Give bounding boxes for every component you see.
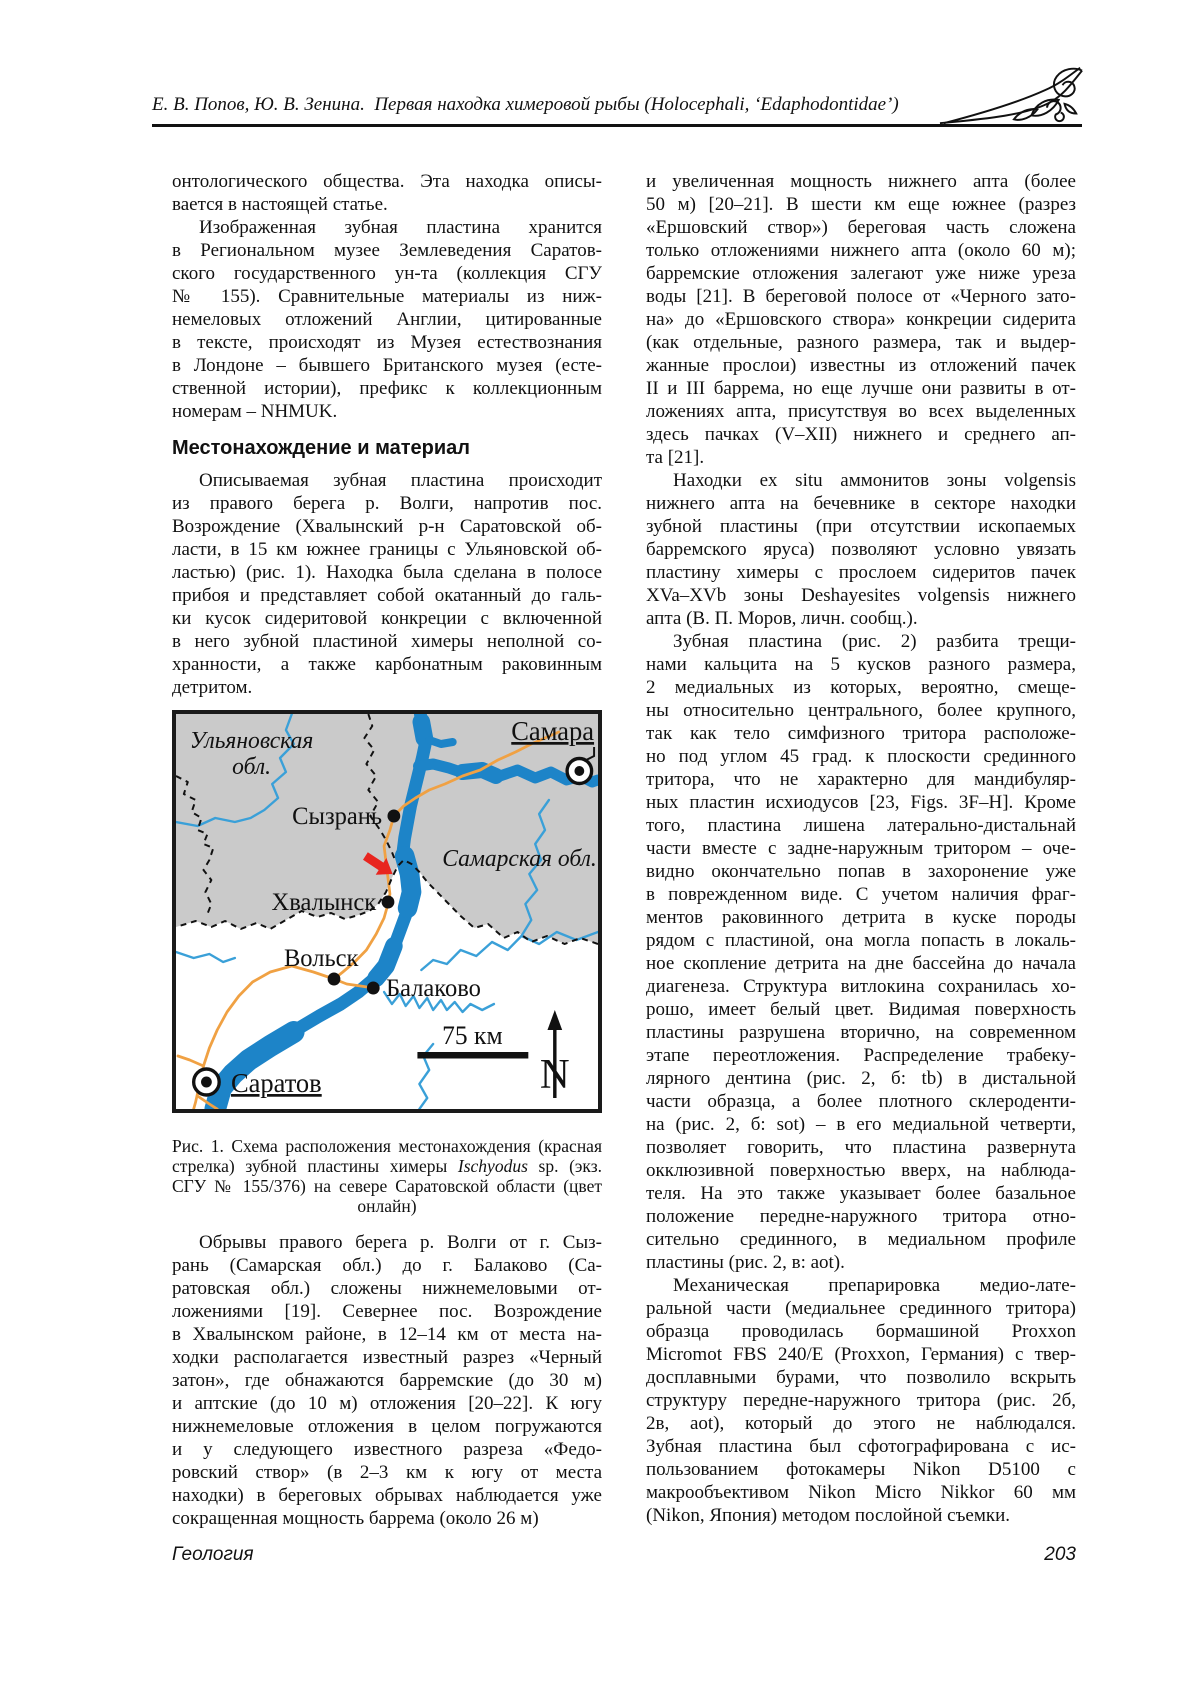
left-column-top bbox=[172, 170, 602, 423]
running-head: Е. В. Попов, Ю. В. Зенина. Первая находка химеровой рыбы (Holocephali, ‘Edaphodontidae’) bbox=[152, 94, 899, 115]
city-dot-khvalynsk bbox=[382, 896, 395, 909]
paragraph: Зубная пластина (рис. 2) разбита трещи- нами кальцита на 5 кусков разного размера, 2 медиальных из которых, вероятно, смеще- ны относительно центрального, более крупного, так как тело симфизного тритора расположе- но под углом 45 град. к плоскости срединного тритора, что не характерно для мандибуляр- ных пластин исхиодусов [23, Figs. 3F–H]. Кроме того, пластина лишена латерально-дистальнай части вместе с задне-наружным тритором – оче- видно окончательно попав в захоронение уже в поврежденном виде. С учетом наличия фраг- ментов раковинного детрита в куске породы рядом с пластиной, она могла попасть в локаль- ное скопление детрита на дне бассейна до начала диагенеза. Структура витлокина сохранилась хо- рошо, имеет белый цвет. Видимая поверхность пластины разрушена вторично, на современном этапе переотложения. Распределение трабеку- лярного дентина (рис. 2, б: tb) в дистальной части образца, а более плотного склероденти- на (рис. 2, б: sot) – в его медиальной четверти, позволяет говорить, что пластина развернута окклюзивной поверхностью вверх, на наблюда- теля. На это также указывает более базальное положение передне-наружного тритора отно- сительно срединного, в медиальном профиле пластины (рис. 2, в: aot). bbox=[646, 631, 1076, 1273]
section-heading: Местонахождение и материал bbox=[172, 437, 470, 459]
figure-caption: Рис. 1. Схема расположения местонахождения (красная стрелка) зубной пластины химеры Ischyodus sp. (экз. СГУ № 155/376) на севере Саратовской области (цвет онлайн) bbox=[172, 1136, 602, 1216]
map-svg bbox=[176, 714, 598, 1109]
north-label: N bbox=[539, 1051, 570, 1099]
svg-text:обл.: обл. bbox=[232, 753, 271, 781]
paragraph: Изображенная зубная пластина хранится в Региональном музее Землеведения Саратов- ского государственного ун-та (коллекция СГУ № 155). Сравнительные материалы из ниж- немеловых отложений Англии, цитированные в тексте, происходят из Музея естествознания в Лондоне – бывшего Британского музея (есте- ственной истории), префикс к коллекционным номерам – NHMUK. bbox=[172, 217, 602, 422]
map-figure bbox=[172, 710, 602, 1113]
map-label-samarskaya-obl: Самарская обл. bbox=[442, 845, 597, 873]
city-dot-volsk bbox=[328, 973, 341, 986]
map-label-ulyanovsk-obl: Ульяновская bbox=[189, 727, 314, 755]
city-dot-balakovo bbox=[367, 982, 380, 995]
paragraph: Обрывы правого берега р. Волги от г. Сыз- рань (Самарская обл.) до г. Балаково (Са- ратовская обл.) сложены нижнемеловыми от- ложениями [19]. Севернее пос. Возрождение в Хвалынском районе, в 12–14 км от места на- ходки располагается известный разрез «Черный затон», где обнажаются барремские (до 30 м) и аптские (до 10 м) отложения [20–22]. К югу нижнемеловые отложения в целом погружаются и у следующего известного разреза «Федо- ровский створ» (в 2–3 км к югу от места находки) в береговых обрывах наблюдается уже сокращенная мощность баррема (около 26 м) bbox=[172, 1232, 602, 1529]
paragraph: Находки ex situ аммонитов зоны volgensis нижнего апта на бечевнике в секторе находки зубной пластины (при отсутствии ископаемых барремского яруса) позволяют условно увязать пластину химеры с прослоем сидеритов пачек XVa–XVb зоны Deshayesites volgensis нижнего апта (В. П. Моров, личн. сообщ.). bbox=[646, 470, 1076, 629]
scale-label: 75 км bbox=[442, 1020, 503, 1051]
paragraph: онтологического общества. Эта находка описы- вается в настоящей статье. bbox=[172, 171, 602, 215]
city-dot-syzran bbox=[387, 810, 400, 823]
map-label-syzran: Сызрань bbox=[292, 802, 383, 831]
map-label-samara: Самара bbox=[511, 715, 595, 747]
paragraph: и увеличенная мощность нижнего апта (более 50 м) [20–21]. В шести км еще южнее (разрез «Ершовский створ») береговая часть сложена только отложениями нижнего апта (около 60 м); барремские отложения залегают уже ниже уреза воды [21]. В береговой полосе от «Черного зато- на» до «Ершовского створа» конкреции сидерита (как отдельные, разного размера, так и выдер- жанные прослои) известны из отложений пачек II и III баррема, но еще лучше они развиты в от- ложениях апта, присутствуя во всех выделенных здесь пачках (V–XII) нижнего и среднего ап- та [21]. bbox=[646, 171, 1076, 468]
footer-section-label: Геология bbox=[172, 1544, 254, 1565]
scale-bar bbox=[417, 1052, 528, 1059]
map-label-saratov: Саратов bbox=[230, 1067, 322, 1099]
header-ornament-icon bbox=[938, 64, 1084, 126]
map-label-volsk: Вольск bbox=[283, 944, 359, 973]
map-label-khvalynsk: Хвалынск bbox=[271, 888, 377, 917]
paragraph: Механическая препарировка медио-лате- ральной части (медиальнее срединного тритора) образца проводилась бормашиной Proxxon Micromot FBS 240/E (Proxxon, Германия) с твер- досплавными бурами, что позволило вскрыть структуру передне-наружного тритора (рис. 2б, 2в, aot), который до этого не наблюдался. Зубная пластина был сфотографирована с ис- пользованием фотокамеры Nikon D5100 с макрообъективом Nikon Micro Nikkor 60 мм (Nikon, Япония) методом послойной съемки. bbox=[646, 1275, 1076, 1526]
page-number: 203 bbox=[1044, 1544, 1076, 1565]
right-column bbox=[646, 170, 1076, 1527]
paragraph: Описываемая зубная пластина происходит из правого берега р. Волги, напротив пос. Возрождение (Хвалынский р-н Саратовской об- ласти, в 15 км южнее границы с Ульяновской об- ластью) (рис. 1). Находка была сделана в полосе прибоя и представляет собой окатанный до галь- ки кусок сидеритовой конкреции с включенной в него зубной пластиной химеры неполной со- хранности, а также карбонатным раковинным детритом. bbox=[172, 470, 602, 698]
map-label-balakovo: Балаково bbox=[386, 974, 481, 1003]
